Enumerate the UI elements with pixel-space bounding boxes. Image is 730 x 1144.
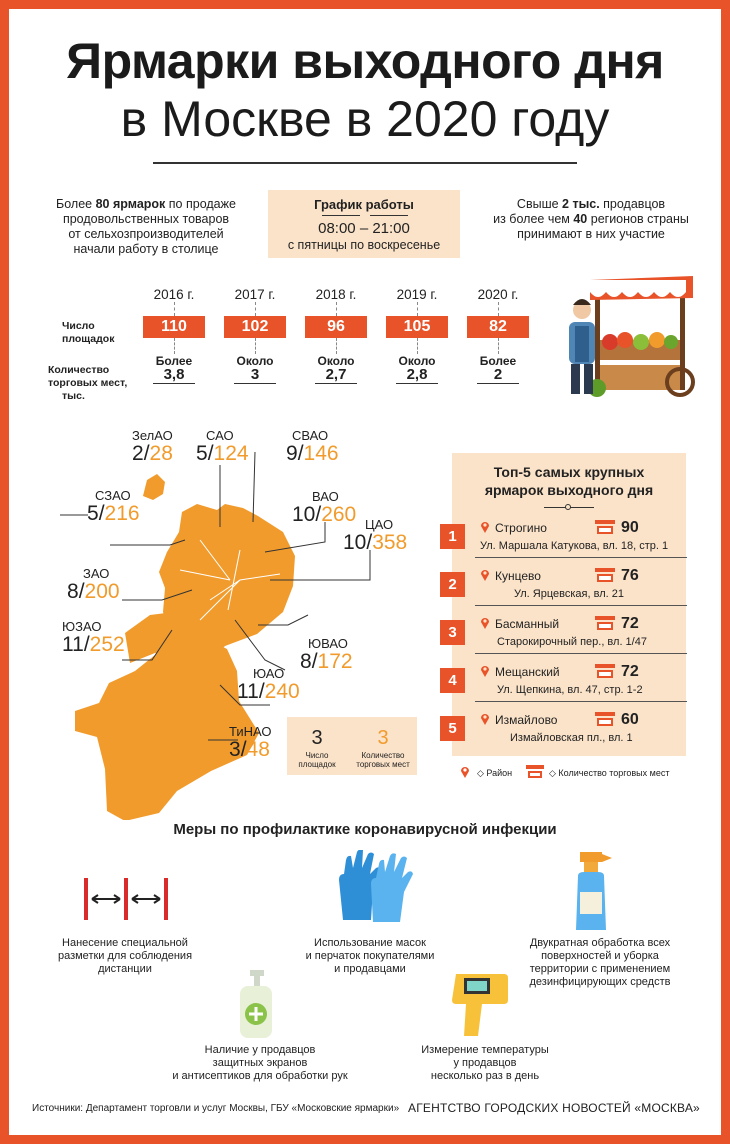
measure-text: Нанесение специальной разметки для соблюдения дистанции (57, 937, 193, 975)
fairs-count: 102 (224, 316, 286, 338)
title-line1: Ярмарки выходного дня (66, 33, 664, 89)
measures-heading: Меры по профилактике коронавирусной инфекции (173, 821, 557, 838)
stall-icon (595, 664, 615, 678)
year-label: 2018 г. (315, 287, 357, 302)
stalls-count: Около 3 (220, 354, 290, 384)
schedule-time: 08:00 – 21:00 (318, 220, 410, 237)
year-column (382, 287, 452, 384)
title-line2: в Москве в 2020 году (120, 91, 610, 147)
fair-address: Измайловская пл., вл. 1 (510, 732, 633, 744)
year-column (463, 287, 533, 384)
legend-stalls-label: Количество торговых мест (356, 751, 410, 769)
measure-text: Наличие у продавцов защитных экранов и антисептиков для обработки рук (172, 1044, 348, 1082)
stalls-count: Около 2,7 (301, 354, 371, 384)
row-label-stalls: Количество торговых мест, тыс. (48, 364, 128, 402)
rank-badge: 2 (440, 572, 465, 597)
fair-district: Строгино (495, 521, 547, 535)
stall-icon (595, 520, 615, 534)
year-label: 2017 г. (234, 287, 276, 302)
stall-icon (595, 712, 615, 726)
district-vao: ВАО 10/260 (292, 489, 357, 526)
top5-item (437, 606, 687, 651)
district-szao: СЗАО 5/216 (87, 488, 140, 525)
location-pin-icon (480, 664, 490, 678)
fair-stalls: 90 (621, 519, 639, 536)
district-yuzao: ЮЗАО 11/252 (62, 619, 125, 656)
location-pin-icon (480, 616, 490, 630)
fair-district: Измайлово (495, 713, 558, 727)
map-legend (287, 717, 417, 775)
measure-text: Использование масок и перчаток покупателями и продавцами (305, 937, 435, 975)
market-stall-illustration (555, 270, 705, 405)
stall-icon (526, 765, 544, 778)
gloves-icon (333, 850, 415, 930)
year-label: 2016 г. (153, 287, 195, 302)
year-label: 2019 г. (396, 287, 438, 302)
fairs-count: 110 (143, 316, 205, 338)
row-label-fairs: Число площадок (62, 320, 115, 345)
district-svao: СВАО 9/146 (286, 428, 339, 465)
sources: Источники: Департамент торговли и услуг Москвы, ГБУ «Московские ярмарки» (32, 1103, 400, 1114)
fair-address: Ул. Щепкина, вл. 47, стр. 1-2 (497, 684, 643, 696)
rank-badge: 1 (440, 524, 465, 549)
top5-heading: Топ-5 самых крупных ярмарок выходного дня (484, 464, 654, 498)
fair-address: Ул. Маршала Катукова, вл. 18, стр. 1 (480, 540, 669, 552)
top5-item (437, 654, 687, 699)
stalls-count: Около 2,8 (382, 354, 452, 384)
schedule-divider (322, 215, 360, 216)
distance-markings-icon (78, 876, 172, 922)
legend-district: ◇ Район (477, 768, 513, 778)
agency-credit: АГЕНТСТВО ГОРОДСКИХ НОВОСТЕЙ «МОСКВА» (408, 1101, 700, 1115)
year-label: 2020 г. (477, 287, 519, 302)
fairs-count: 105 (386, 316, 448, 338)
intro-right: Свыше 2 тыс. продавцов из более чем 40 регионов страны принимают в них участие (493, 197, 689, 241)
intro-left: Более 80 ярмарок по продаже продовольственных товаров от сельхозпроизводителей начали работу в столице (56, 197, 236, 256)
year-column (301, 287, 371, 384)
location-pin-icon (480, 520, 490, 534)
fairs-count: 96 (305, 316, 367, 338)
stalls-count: Более 3,8 (139, 354, 209, 384)
sanitizer-bottle-icon (236, 970, 276, 1040)
top5-item (437, 558, 687, 603)
fair-stalls: 72 (621, 663, 639, 680)
thermometer-gun-icon (452, 970, 508, 1040)
fair-stalls: 72 (621, 615, 639, 632)
schedule-heading: График работы (314, 197, 414, 212)
legend-fairs-number: 3 (311, 727, 323, 749)
location-pin-icon (460, 765, 470, 779)
district-yuao: ЮАО 11/240 (237, 666, 300, 703)
location-pin-icon (480, 568, 490, 582)
spray-bottle-icon (570, 850, 614, 934)
schedule-panel (268, 190, 460, 258)
measure-text: Измерение температуры у продавцов несколько раз в день (421, 1044, 549, 1082)
top5-item (437, 510, 687, 555)
schedule-divider (370, 215, 408, 216)
stall-icon (595, 568, 615, 582)
stalls-count: Более 2 (463, 354, 533, 384)
rank-badge: 4 (440, 668, 465, 693)
rank-badge: 5 (440, 716, 465, 741)
fairs-count: 82 (467, 316, 529, 338)
district-cao: ЦАО 10/358 (343, 517, 408, 554)
year-column (220, 287, 290, 384)
map-region-zelao (143, 474, 165, 500)
fair-district: Мещанский (495, 665, 560, 679)
district-yuvao: ЮВАО 8/172 (300, 636, 353, 673)
district-sao: САО 5/124 (196, 428, 249, 465)
fair-stalls: 76 (621, 567, 639, 584)
fair-district: Басманный (495, 617, 560, 631)
district-zelao: ЗелАО 2/28 (132, 428, 173, 465)
fair-stalls: 60 (621, 711, 639, 728)
stall-icon (595, 616, 615, 630)
location-pin-icon (480, 712, 490, 726)
fair-address: Старокирочный пер., вл. 1/47 (497, 636, 647, 648)
legend-stalls-number: 3 (377, 727, 389, 749)
year-column (139, 287, 209, 384)
rank-badge: 3 (440, 620, 465, 645)
title-divider (153, 162, 577, 164)
district-zao: ЗАО 8/200 (67, 566, 120, 603)
district-tinao: ТиНАО 3/48 (229, 724, 272, 761)
schedule-days: с пятницы по воскресенье (287, 238, 441, 252)
fair-address: Ул. Ярцевская, вл. 21 (514, 588, 624, 600)
legend-stalls: ◇ Количество торговых мест (549, 768, 670, 778)
measure-text: Двукратная обработка всех поверхностей и уборка территории с применением дезинфицирующих средств (529, 937, 671, 988)
legend-fairs-label: Число площадок (298, 751, 336, 769)
top5-item (437, 702, 687, 747)
fair-district: Кунцево (495, 569, 541, 583)
